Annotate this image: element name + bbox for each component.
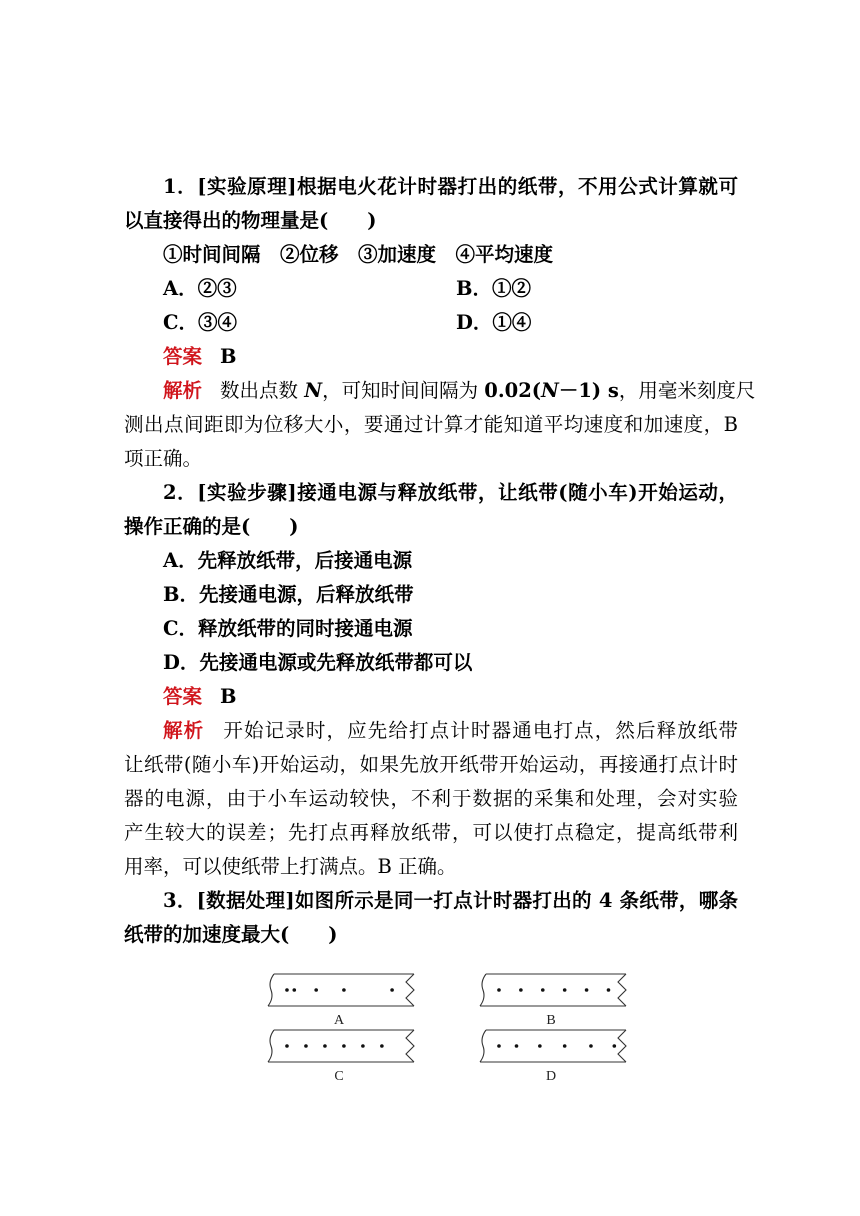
- tape-dot: [613, 1044, 617, 1048]
- tape-dot: [323, 1044, 327, 1048]
- tape-dot: [563, 1044, 567, 1048]
- paper-tape-C: [268, 1030, 414, 1084]
- q2-analysis-line5: 用率，可以使纸带上打满点。B 正确。: [124, 855, 457, 878]
- tape-dot: [342, 1044, 346, 1048]
- tape-right-end: [406, 1030, 414, 1062]
- q3-stem-line2: 纸带的加速度最大( ): [124, 923, 338, 946]
- tape-dot: [361, 1044, 365, 1048]
- tape-label: D: [545, 1069, 557, 1084]
- tape-dot: [585, 988, 589, 992]
- tape-label: C: [334, 1069, 344, 1084]
- analysis-text: 开始记录时，应先给打点计时器通电打点，然后释放纸带: [222, 719, 738, 742]
- tape-right-end: [618, 1030, 626, 1062]
- tape-right-end: [618, 974, 626, 1006]
- q2-analysis-line3: 器的电源，由于小车运动较快，不利于数据的采集和处理，会对实验: [124, 787, 738, 810]
- q1-option-a: A．②③: [163, 277, 237, 300]
- answer-value: B: [220, 345, 237, 368]
- q1-option-d: D．①④: [456, 311, 532, 334]
- tape-edge: [268, 1030, 414, 1062]
- answer-label: 答案: [163, 685, 203, 708]
- paper-tape-D: [480, 1030, 626, 1084]
- formula-part: 0.02(: [484, 379, 542, 402]
- q2-analysis-line2: 让纸带(随小车)开始运动，如果先放开纸带开始运动，再接通打点计时: [124, 753, 738, 776]
- analysis-text: ，用毫米刻度尺: [618, 379, 756, 402]
- q1-option-b: B．①②: [456, 277, 531, 300]
- tape-dot: [285, 988, 289, 992]
- tape-edge: [480, 1030, 626, 1062]
- q1-stem-line1: 1．[实验原理]根据电火花计时器打出的纸带，不用公式计算就可: [163, 175, 738, 198]
- analysis-text: ，可知时间间隔为: [322, 379, 479, 402]
- q1-answer: [163, 340, 237, 374]
- q2-option-a: A．先释放纸带，后接通电源: [163, 549, 413, 572]
- tape-label: A: [333, 1013, 345, 1028]
- q2-option-c: C．释放纸带的同时接通电源: [163, 617, 413, 640]
- formula-part: －1) s: [558, 379, 619, 402]
- tape-dot: [285, 1044, 289, 1048]
- q2-analysis-line1: [163, 714, 738, 748]
- tape-dot: [497, 1044, 501, 1048]
- q2-option-b: B．先接通电源，后释放纸带: [163, 583, 414, 606]
- q1-analysis-line3: 项正确。: [124, 447, 203, 470]
- tape-left-end: [480, 1030, 486, 1062]
- tape-edge: [480, 974, 626, 1006]
- tape-dot: [541, 988, 545, 992]
- q1-analysis-line2: 测出点间距即为位移大小，要通过计算才能知道平均速度和加速度，B: [124, 413, 738, 436]
- paper-tape-A: [268, 974, 414, 1028]
- q1-option-c: C．③④: [163, 311, 238, 334]
- tape-right-end: [406, 974, 414, 1006]
- tape-dot: [538, 1044, 542, 1048]
- q3-stem-line1: 3．[数据处理]如图所示是同一打点计时器打出的 4 条纸带，哪条: [163, 889, 738, 912]
- tape-dot: [304, 1044, 308, 1048]
- q2-stem-line2: 操作正确的是( ): [124, 515, 299, 538]
- tape-dot: [497, 988, 501, 992]
- tape-dot: [589, 1044, 593, 1048]
- q2-analysis-line4: 产生较大的误差；先打点再释放纸带，可以使打点稳定，提高纸带利: [124, 821, 738, 844]
- paper-tape-B: [480, 974, 626, 1028]
- analysis-text: 数出点数: [220, 379, 299, 402]
- answer-label: 答案: [163, 345, 203, 368]
- q2-answer: [163, 680, 237, 714]
- tape-label: B: [546, 1013, 556, 1028]
- q1-items: ①时间间隔 ②位移 ③加速度 ④平均速度: [163, 243, 554, 266]
- variable-n: N: [304, 379, 323, 402]
- q1-stem-line2: 以直接得出的物理量是( ): [124, 209, 377, 232]
- tape-dot: [380, 1044, 384, 1048]
- q2-stem-line1: 2．[实验步骤]接通电源与释放纸带，让纸带(随小车)开始运动，: [163, 481, 738, 504]
- tape-dot: [515, 1044, 519, 1048]
- tape-left-end: [480, 974, 486, 1006]
- q2-option-d: D．先接通电源或先释放纸带都可以: [163, 651, 473, 674]
- paper-tape-figure: [258, 960, 646, 1092]
- analysis-label: 解析: [163, 379, 203, 402]
- tape-dot: [607, 988, 611, 992]
- tape-dot: [519, 988, 523, 992]
- tape-left-end: [268, 1030, 274, 1062]
- variable-n: N: [541, 379, 559, 402]
- analysis-label: 解析: [163, 719, 205, 742]
- tape-dot: [390, 988, 394, 992]
- answer-value: B: [220, 685, 237, 708]
- tape-dot: [563, 988, 567, 992]
- tape-dot: [314, 988, 318, 992]
- tape-dot: [342, 988, 346, 992]
- tape-dot: [292, 988, 296, 992]
- q1-analysis-line1: [163, 374, 756, 408]
- tape-left-end: [268, 974, 274, 1006]
